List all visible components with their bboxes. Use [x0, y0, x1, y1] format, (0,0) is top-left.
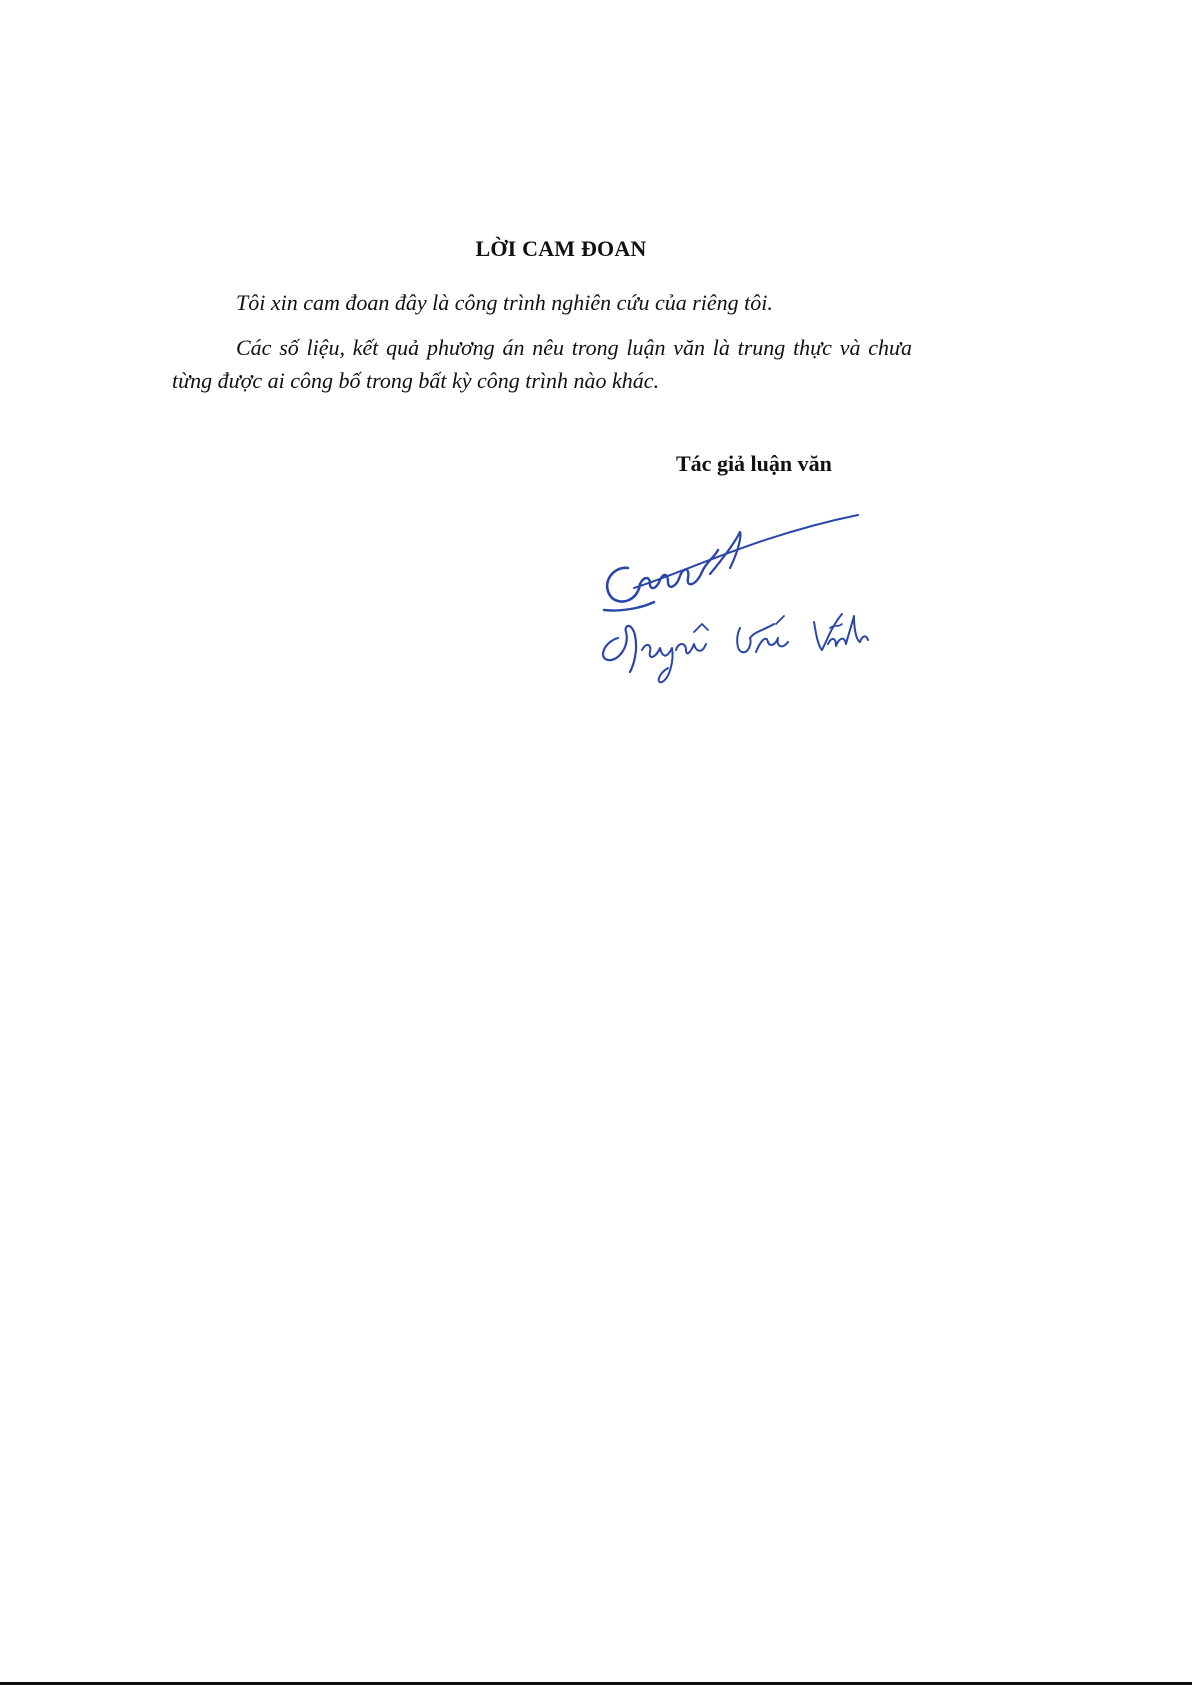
paragraph-data-honesty [172, 331, 912, 397]
paragraph-declaration [172, 286, 912, 319]
author-label: Tác giả luận văn [676, 451, 832, 476]
handwritten-signature [590, 510, 870, 695]
paragraph-text: Tôi xin cam đoan đây là công trình nghiên cứu của riêng tôi. [236, 290, 773, 315]
paragraph-text: Các số liệu, kết quả phương án nêu trong luận văn là trung thực và chưa từng được ai công bố trong bất kỳ công trình nào khác. [172, 335, 912, 393]
page-title: LỜI CAM ĐOAN [475, 236, 647, 261]
